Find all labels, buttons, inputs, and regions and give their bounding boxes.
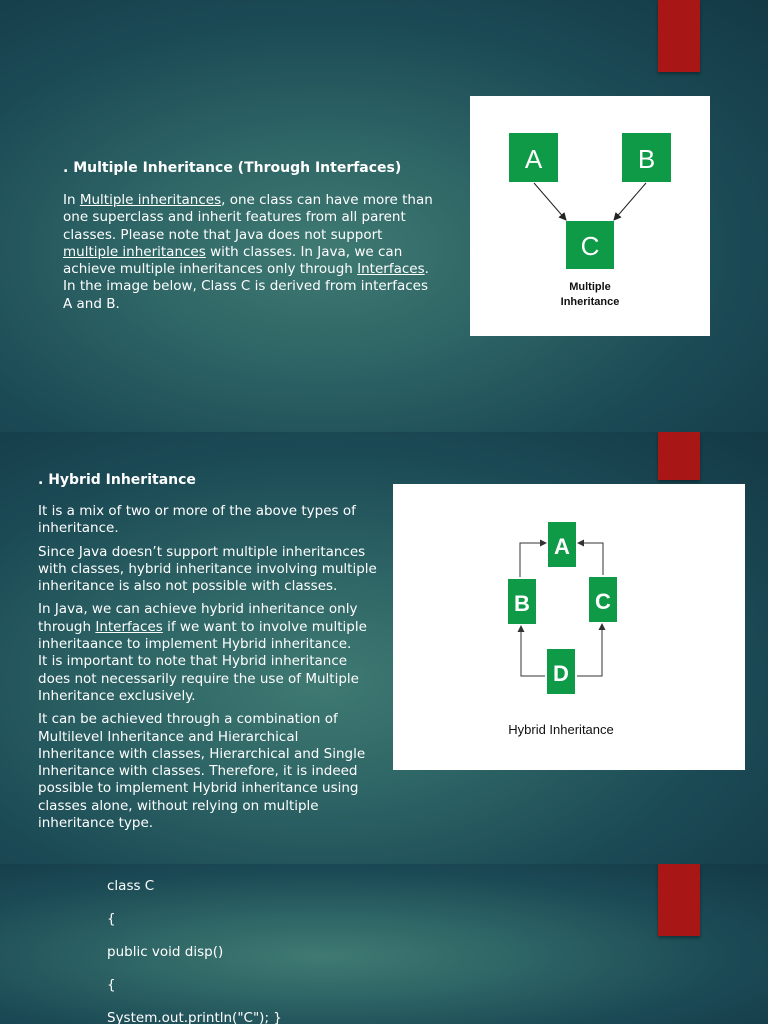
paragraph: Since Java doesn’t support multiple inheritances with classes, hybrid inheritance involving multiple inheritance is also not possible with classes.: [38, 543, 377, 595]
slide-code-example: [0, 864, 768, 1024]
slide-hybrid-inheritance: [0, 432, 768, 864]
diagram-svg: [470, 96, 710, 336]
paragraph: In Java, we can achieve hybrid inheritance only through Interfaces if we want to involve multiple inheritaance to implement Hybrid inheritance. It is important to note that Hybrid inheritance does not necessarily require the use of Multiple Inheritance exclusively.: [38, 601, 367, 704]
code-line: {: [107, 977, 116, 993]
interfaces-link[interactable]: Interfaces: [95, 618, 163, 635]
box-b-label: B: [637, 144, 656, 174]
multiple-inheritances-link[interactable]: Multiple inheritances: [79, 192, 222, 208]
accent-bar: [658, 432, 700, 480]
multiple-inheritance-diagram: [470, 96, 710, 336]
code-line: class C: [107, 878, 155, 894]
code-line: public void disp(): [107, 944, 224, 960]
diagram-caption: Hybrid Inheritance: [508, 722, 614, 737]
arrow-b-to-c: [614, 183, 646, 220]
box-c-label: C: [580, 231, 600, 261]
interfaces-link[interactable]: Interfaces: [357, 261, 425, 278]
diagram-svg: [393, 484, 745, 770]
box-d-label: D: [553, 661, 569, 686]
slide-heading: . Multiple Inheritance (Through Interfaces): [63, 160, 402, 176]
slide-text: [38, 503, 378, 832]
arrow-d-to-b: [521, 626, 545, 676]
slide-multiple-inheritance: [0, 0, 768, 432]
arrow-b-to-a: [520, 543, 546, 577]
box-a-label: A: [554, 534, 570, 559]
code-line: {: [107, 911, 116, 927]
code-line: System.out.println("C"); }: [107, 1010, 282, 1024]
hybrid-inheritance-diagram: [393, 484, 745, 770]
diagram-caption-line2: Inheritance: [560, 296, 620, 308]
slide-text: In Multiple inheritances, one class can have more than one superclass and inherit features from all parent classes. Please note that Java does not support multiple inheritances with classes. In Java, we can achieve multiple inheritances only through Interfaces. In the image below, Class C is derived from interfaces A and B.: [63, 192, 433, 312]
paragraph: It can be achieved through a combination of Multilevel Inheritance and Hierarchical Inheritance with classes, Hierarchical and Single Inheritance with classes. Therefore, it is indeed possible to implement Hybrid inheritance using classes alone, without relying on multiple inheritance type.: [38, 711, 366, 832]
arrow-c-to-a: [578, 543, 603, 575]
box-c-label: C: [595, 589, 611, 614]
box-a-label: A: [524, 144, 543, 174]
accent-bar: [658, 0, 700, 72]
accent-bar: [658, 864, 700, 936]
paragraph: It is a mix of two or more of the above types of inheritance.: [38, 503, 356, 537]
arrow-a-to-c: [534, 183, 566, 220]
code-block: [107, 878, 282, 1024]
arrow-d-to-c: [577, 624, 602, 676]
diagram-caption-line1: Multiple: [569, 281, 611, 293]
slide-heading: . Hybrid Inheritance: [38, 472, 196, 488]
box-b-label: B: [514, 591, 530, 616]
multiple-inheritances-link-2[interactable]: multiple inheritances: [63, 243, 206, 260]
